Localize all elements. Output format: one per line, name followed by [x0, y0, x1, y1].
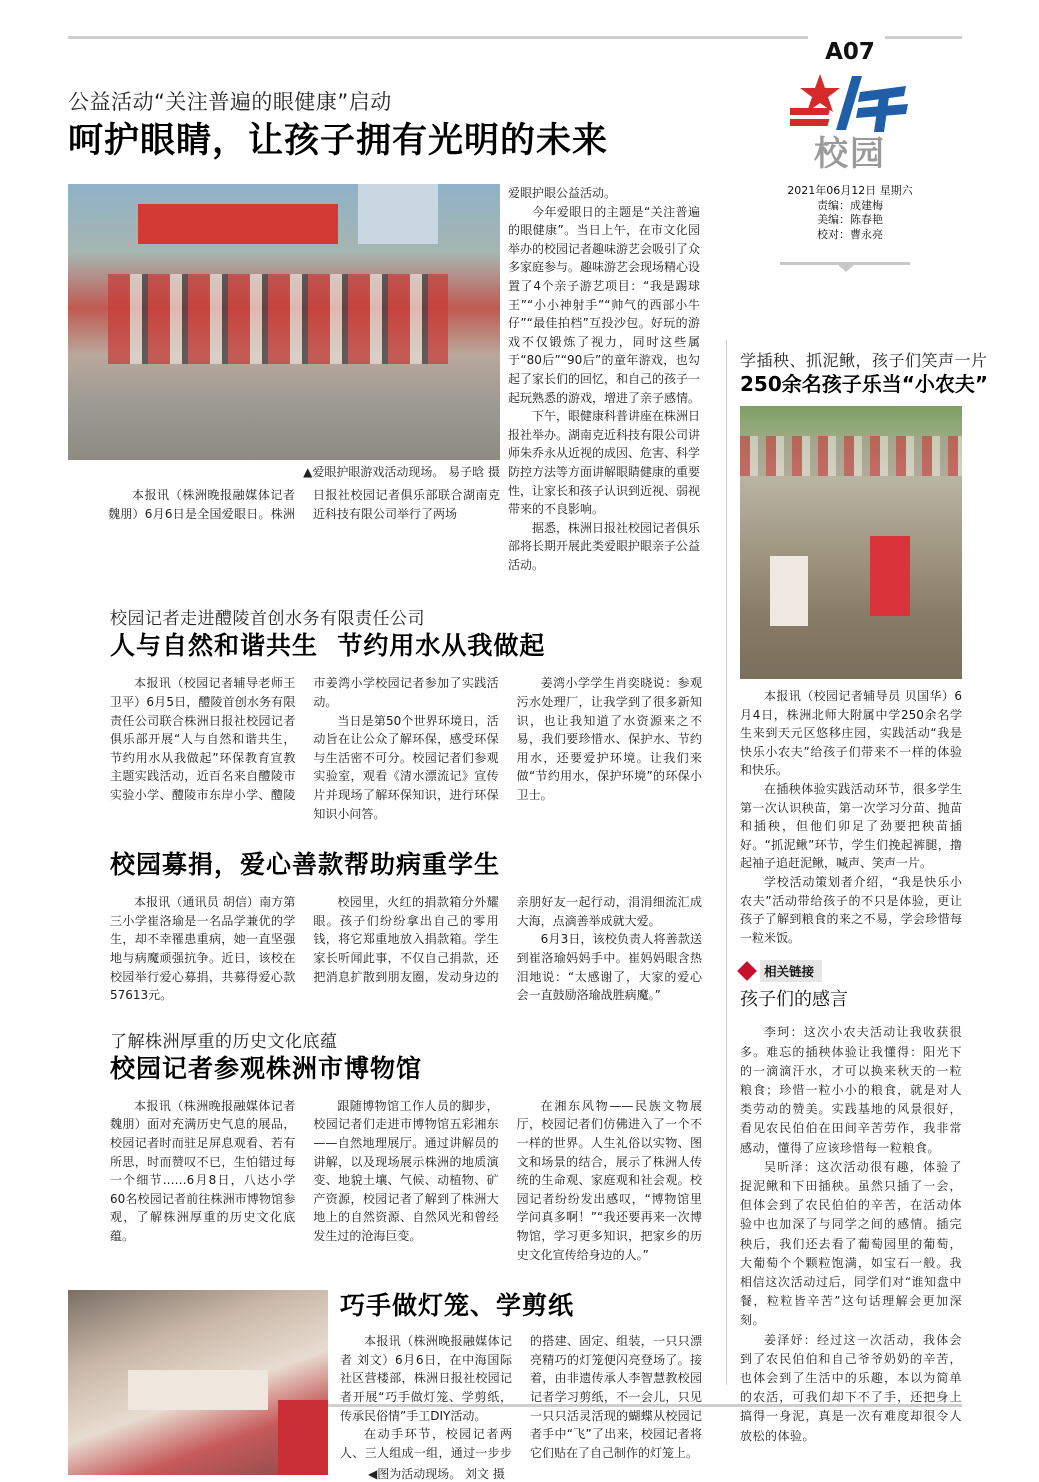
article1-body [508, 184, 700, 574]
article1-caption: ▲爱眼护眼游戏活动现场。 易子晗 摄 [303, 465, 500, 479]
article4 [110, 1031, 702, 1264]
related-link-label: 相关链接 [760, 960, 822, 982]
article4-body [110, 1097, 702, 1264]
logo [770, 72, 930, 134]
art-editor-credit: 美编：陈春艳 [817, 213, 883, 226]
article5 [68, 1290, 702, 1482]
sidebar-photo [740, 406, 962, 679]
article4-paragraph: 本报讯（株洲晚报融媒体记者魏朋）面对充满历史气息的展品，校园记者时而驻足屏息观看、若有所思，时而赞叹不已，生怕错过每一个细节……6月8日，八达小学60名校园记者前往株洲市博物馆参观，了解株洲厚重的历史文化底蕴。 [110, 1098, 296, 1243]
pencil-icon [737, 961, 757, 981]
top-rule-left [68, 36, 808, 39]
sidebar-paragraph: 在插秧体验实践活动环节，很多学生第一次认识秧苗，第一次学习分苗、抛苗和插秧，但他们卯足了劲要把秧苗插好。“抓泥鳅”环节，学生们挽起裤腿，撸起袖子追赶泥鳅，喊声、笑声一片。 [740, 781, 962, 871]
article1 [68, 88, 702, 574]
article1-paragraph: 爱眼护眼公益活动。 [508, 186, 617, 200]
article2-subtitle: 校园记者走进醴陵首创水务有限责任公司 [110, 609, 425, 630]
article1-photo [68, 184, 500, 460]
article3-paragraph: 6月3日，该校负责人将善款送到崔洛瑜妈妈手中。崔妈妈眼含热泪地说：“太感谢了，大家的爱心会一直鼓励洛瑜战胜病魔。” [516, 932, 702, 1003]
quote-paragraph: 姜泽妤：经过这一次活动，我体会到了农民伯伯和自己爷爷奶奶的辛苦，也体会到了生活中的乐趣，本以为简单的农活，可我们却下不了手，还把身上搞得一身泥，真是一次有难度却很令人放松的体验。 [740, 1332, 962, 1443]
sidebar-body [740, 687, 962, 947]
sidebar-paragraph: 学校活动策划者介绍，“我是快乐小农夫”活动带给孩子的不只是体验，更让孩子了解到粮食的来之不易，学会珍惜每一粒米饭。 [740, 874, 962, 945]
related-link-badge [740, 961, 962, 981]
proofreader-credit: 校对：曹永亮 [817, 227, 883, 241]
article1-paragraph: 下午，眼健康科普讲座在株洲日报社举办。湖南克近科技有限公司讲师朱乔永从近视的成因、危害、科学防控方法等方面讲解眼睛健康的重要性，让家长和孩子认识到近视、弱视带来的不良影响。 [508, 409, 701, 517]
quote-paragraph: 李珂：这次小农夫活动让我收获很多。难忘的插秧体验让我懂得：阳光下的一滴滴汗水，才可以换来秋天的一粒粮食；珍惜一粒小小的粮食，就是对人类劳动的赞美。实践基地的风景很好，看见农民伯伯在田间辛苦劳作，我非常感动，懂得了应该珍惜每一粒粮食。 [740, 1025, 962, 1155]
section-name: 校园 [814, 134, 886, 174]
article1-subtitle: 公益活动“关注普遍的眼健康”启动 [68, 90, 392, 114]
masthead [770, 38, 930, 242]
quote-paragraph: 吴昕泽：这次活动很有趣，体验了捉泥鳅和下田插秧。虽然只插了一会，但体会到了农民伯伯的辛苦，在活动体验中也加深了与同学之间的感情。插完秧后，我们还去看了葡萄园里的葡萄，大葡萄个个颗粒饱满，如宝石一般。我相信这次活动过后，同学们对“谁知盘中餐，粒粒皆辛苦”这句话理解会更加深刻。 [740, 1159, 962, 1328]
article5-photo [68, 1290, 328, 1475]
article1-paragraph: 据悉，株洲日报社校园记者俱乐部将长期开展此类爱眼护眼亲子公益活动。 [508, 520, 701, 572]
article2-paragraph: 当日是第50个世界环境日，活动旨在让公众了解环保，感受环保与生活密不可分。校园记者们参观实验室，观看《清水漂流记》宣传片并现场了解环保知识，进行环保知识小问答。 [313, 713, 499, 821]
article5-paragraph: 在动手环节，校园记者两人、三人组成一组，通过一步步的搭建、固定、组装，一只只漂亮精巧的灯笼便闪亮登场了。接着，由非遗传承人李智慧教校园记者学习剪纸，不一会儿，只见一只只活灵活现的蝴蝶从校园记者手中“飞”了出来，校园记者将它们贴在了自己制作的灯笼上。 [340, 1334, 702, 1460]
article3-body [110, 893, 702, 1005]
related-title: 孩子们的感言 [740, 989, 848, 1011]
page-number: A07 [825, 39, 875, 65]
chevron-down-icon [838, 265, 854, 272]
article4-paragraph: 在湘东风物——民族文物展厅，校园记者们仿佛进入了一个不一样的世界。人生礼俗以实物、图文和场景的结合，展示了株洲人传统的生命观、家庭观和社会观。校园记者纷纷发出感叹，“博物馆里学问真多啊！”“我还要再来一次博物馆，学习更多知识，把家乡的历史文化宣传给身边的人。” [516, 1098, 702, 1262]
sidebar [740, 350, 989, 1446]
article1-lead [108, 486, 500, 523]
article5-paragraph: 本报讯（株洲晚报融媒体记者 刘文）6月6日，在中海国际社区营楼部，株洲日报社校园记者开展“巧手做灯笼、学剪纸，传承民俗情”手工DIY活动。 [340, 1334, 512, 1423]
article5-title: 巧手做灯笼、学剪纸 [340, 1291, 575, 1321]
editor-credit: 责编：成建梅 [817, 198, 883, 212]
column-divider [726, 340, 727, 1385]
article2 [110, 608, 702, 823]
article2-title: 人与自然和谐共生 节约用水从我做起 [110, 631, 546, 661]
article5-caption: ◀图为活动现场。 刘文 摄 [368, 1467, 505, 1482]
article1-lead-text: 本报讯（株洲晚报融媒体记者魏朋）6月6日是全国爱眼日。株洲日报社校园记者俱乐部联合湖南克近科技有限公司举行了两场 [108, 488, 500, 521]
article4-title: 校园记者参观株洲市博物馆 [110, 1053, 423, 1083]
sidebar-subtitle: 学插秧、抓泥鳅，孩子们笑声一片 [740, 351, 988, 370]
article3-title: 校园募捐，爱心善款帮助病重学生 [110, 850, 501, 880]
article2-paragraph: 本报讯（校园记者辅导老师王卫平）6月5日，醴陵首创水务有限责任公司联合株洲日报社校园记者俱乐部开展“人与自然和谐共生，节约用水从我做起”环保教育宣教主题实践活动，近百名来自醴陵市实验小学、醴陵市东岸小学、醴陵市姜湾小学校园记者参加了实践活动。 [110, 676, 499, 803]
sidebar-title: 250余名孩子乐当“小农夫” [740, 372, 989, 396]
quotes-body [740, 1023, 962, 1445]
article1-paragraph: 今年爱眼日的主题是“关注普遍的眼健康”。当日上午，在市文化园举办的校园记者趣味游艺会吸引了众多家庭参与。趣味游艺会现场精心设置了4个亲子游艺项目：“我是踢球王”“小小神射手”“帅气的西部小牛仔”“最佳拍档”互投沙包。好玩的游戏不仅锻炼了视力，同时这些属于“80后”“90后”的童年游戏，也勾起了家长们的回忆，和自己的孩子一起玩熟悉的游戏，增进了亲子感情。 [508, 204, 701, 405]
article2-body [110, 674, 702, 823]
article1-title: 呵护眼睛，让孩子拥有光明的未来 [68, 121, 609, 161]
sidebar-paragraph: 本报讯（校园记者辅导员 贝国华）6月4日，株洲北师大附属中学250余名学生来到天元区悠移庄园，实践活动“我是快乐小农夫”给孩子们带来不一样的体验和快乐。 [740, 689, 962, 778]
article3-paragraph: 本报讯（通讯员 胡信）南方第三小学崔洛瑜是一名品学兼优的学生，却不幸罹患重病，她一直坚强地与病魔顽强抗争。近日，该校在校园举行爱心募捐，共募得爱心款57613元。 [110, 895, 296, 1003]
issue-date: 2021年06月12日 星期六 [787, 184, 913, 197]
article5-body [340, 1332, 702, 1462]
article4-paragraph: 跟随博物馆工作人员的脚步，校园记者们走进市博物馆五彩湘东——自然地理展厅。通过讲解员的讲解，以及现场展示株洲的地质演变、地貌土壤、气候、动植物、矿产资源，校园记者了解到了株洲大地上的自然资源、自然风光和曾经发生过的沧海巨变。 [313, 1098, 499, 1243]
main-column [68, 88, 702, 1482]
article4-subtitle: 了解株洲厚重的历史文化底蕴 [110, 1031, 338, 1052]
article3-paragraph: 校园里，火红的捐款箱分外耀眼。孩子们纷纷拿出自己的零用钱，将它郑重地放入捐款箱。学生家长听闻此事，不仅自己捐款，还把消息扩散到朋友圈，发动身边的亲朋好友一起行动，涓涓细流汇成大海，点滴善举成就大爱。 [313, 895, 702, 984]
article2-paragraph: 姜湾小学学生肖奕晓说：参观污水处理厂，让我学到了很多新知识，也让我知道了水资源来之不易，我们要珍惜水、保护水、节约用水，还要爱护环境。让我们来做“节约用水，保护环境”的环保小卫士。 [516, 676, 702, 803]
logo-star-icon [790, 72, 910, 134]
article3 [110, 849, 702, 1005]
